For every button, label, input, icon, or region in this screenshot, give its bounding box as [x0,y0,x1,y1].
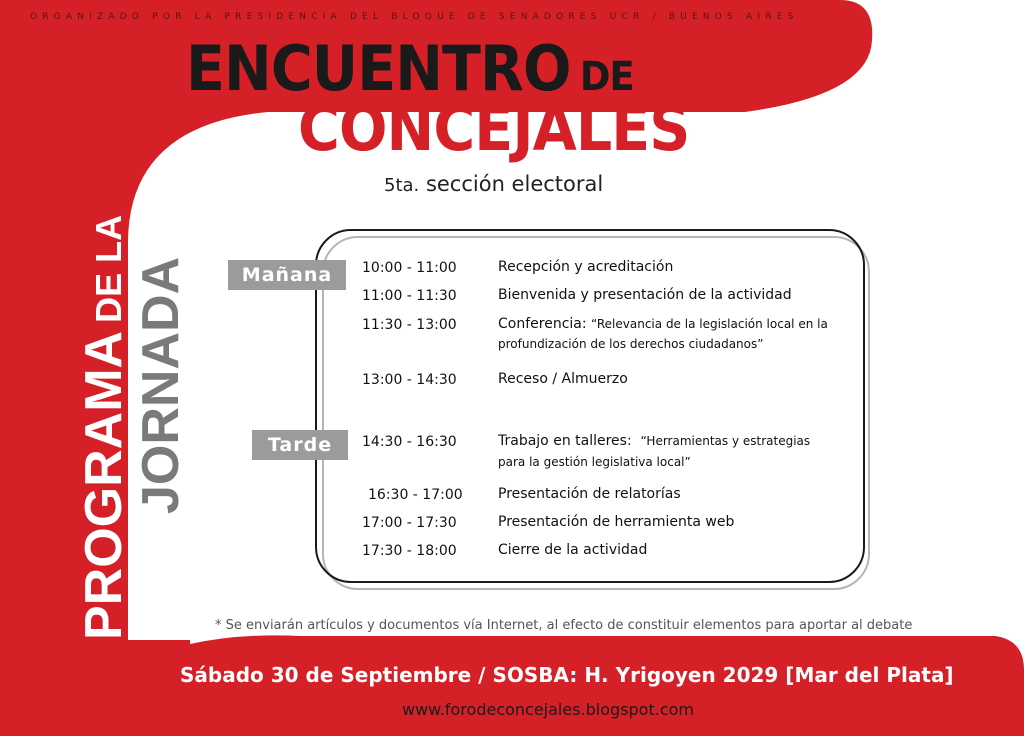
activity-detail-continued: para la gestión legislativa local” [498,455,691,469]
session-badge-morning: Mañana [228,260,346,290]
schedule-activity: Receso / Almuerzo [498,371,628,387]
session-badge-afternoon: Tarde [252,430,348,460]
subtitle-ordinal: 5ta. [384,175,420,196]
organizer-line: ORGANIZADO POR LA PRESIDENCIA DEL BLOQUE DE SENADORES UCR / BUENOS AIRES [30,12,799,22]
schedule-activity-conferencia [498,314,828,335]
schedule-time: 11:00 - 11:30 [362,288,457,304]
schedule-activity: Presentación de relatorías [498,486,681,502]
schedule-time: 16:30 - 17:00 [368,487,463,503]
activity-detail-continued: profundización de los derechos ciudadanos” [498,337,764,351]
schedule-time: 17:30 - 18:00 [362,543,457,559]
schedule-activity-talleres [498,431,810,452]
vertical-title-programa [75,214,133,640]
event-subtitle [384,172,603,196]
activity-detail: “Herramientas y estrategias [640,434,811,448]
schedule-activity: Bienvenida y presentación de la actividad [498,287,792,303]
event-title-line2: CONCEJALES [298,92,690,165]
schedule-time: 13:00 - 14:30 [362,372,457,388]
schedule-activity: Cierre de la actividad [498,542,648,558]
subtitle-text: sección electoral [419,172,604,196]
vertical-word-programa: PROGRAMA [75,330,133,640]
activity-label: Trabajo en talleres: [498,433,632,449]
website-url: www.forodeconcejales.blogspot.com [402,700,694,719]
vertical-word-de-la: DE LA [88,214,129,323]
footnote: * Se enviarán artículos y documentos vía Internet, al efecto de constituir elementos para aportar al debate [215,618,913,633]
title-de: DE [579,54,634,100]
schedule-time: 17:00 - 17:30 [362,515,457,531]
schedule-activity: Presentación de herramienta web [498,514,735,530]
title-encuentro: ENCUENTRO [186,32,571,105]
vertical-title-jornada: JORNADA [132,256,190,514]
schedule-time: 10:00 - 11:00 [362,260,457,276]
event-date-venue: Sábado 30 de Septiembre / SOSBA: H. Yrigoyen 2029 [Mar del Plata] [180,663,954,687]
schedule-activity: Recepción y acreditación [498,259,674,275]
schedule-time: 11:30 - 13:00 [362,317,457,333]
event-title-line1 [186,32,634,105]
schedule-time: 14:30 - 16:30 [362,434,457,450]
activity-label: Conferencia: [498,316,587,332]
activity-detail: “Relevancia de la legislación local en la [591,317,828,331]
